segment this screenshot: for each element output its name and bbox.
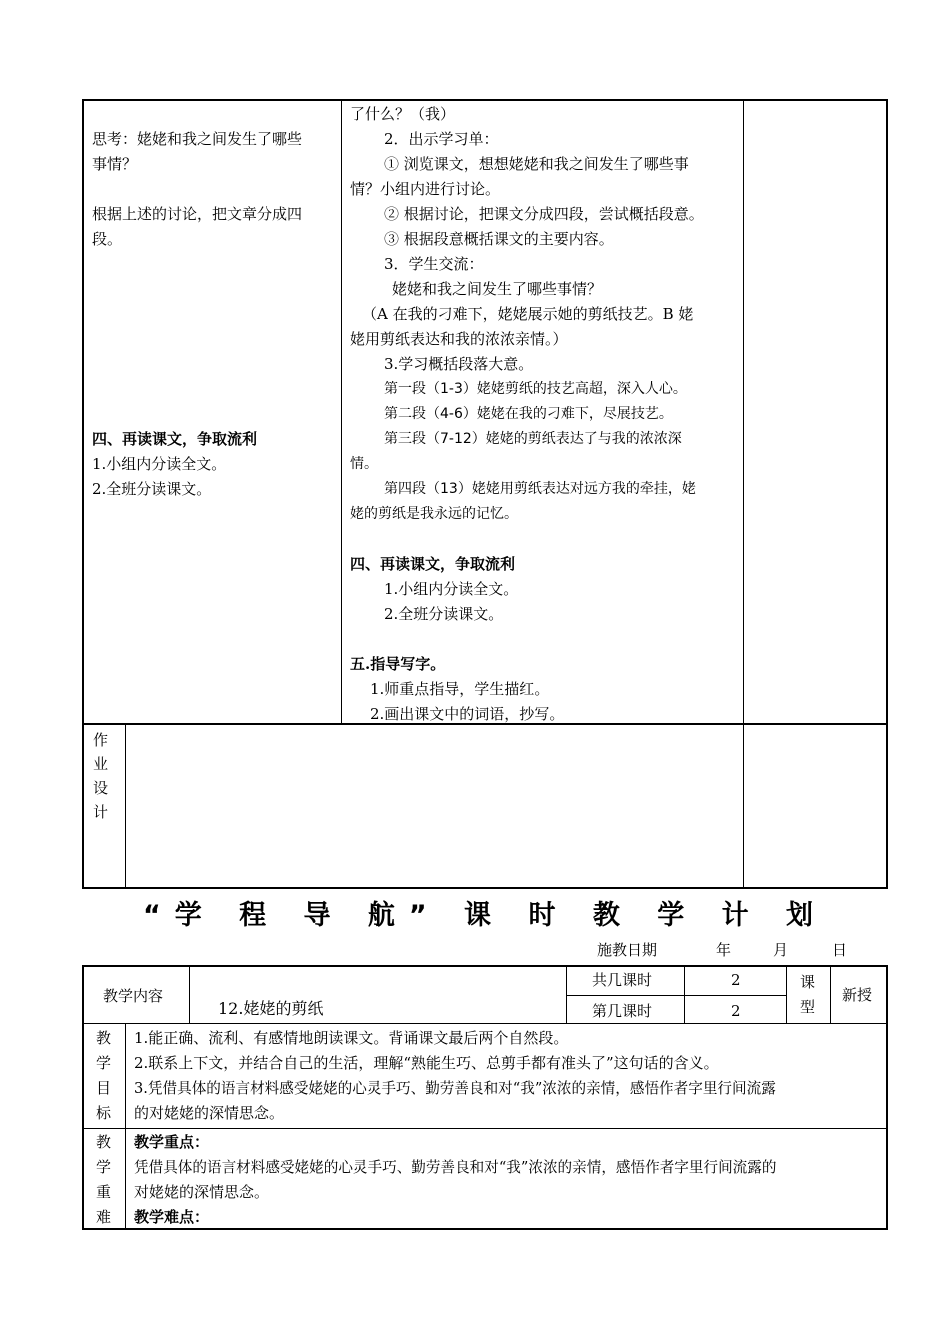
plan-row-divider-2	[82, 1128, 888, 1129]
mid-line-3: ① 浏览课文，想想姥姥和我之间发生了哪些事	[384, 155, 689, 173]
plan-divider-type-value	[830, 965, 831, 1024]
left-think-line-1: 思考：姥姥和我之间发生了哪些	[92, 130, 303, 148]
mid-line-10: 姥用剪纸表达和我的浓浓亲情。）	[350, 330, 568, 348]
goals-label-2: 学	[96, 1054, 112, 1072]
current-hour-label: 第几课时	[592, 1002, 653, 1020]
goals-label-4: 标	[96, 1104, 112, 1122]
left-divide-line-1: 根据上述的讨论，把文章分成四	[92, 205, 303, 223]
content-label: 教学内容	[103, 987, 164, 1005]
mid-line-5: ② 根据讨论，把课文分成四段，尝试概括段意。	[384, 205, 704, 223]
mid-line-4: 情？小组内进行讨论。	[350, 180, 501, 198]
left-section4-item-1: 1.小组内分读全文。	[92, 455, 227, 473]
upper-col-divider-1	[341, 99, 342, 724]
date-label: 施教日期	[597, 941, 658, 959]
difficulty-title: 教学难点：	[134, 1208, 210, 1226]
homework-label-1: 作	[93, 731, 109, 749]
date-year: 年	[716, 941, 732, 959]
upper-col-divider-2	[743, 99, 744, 889]
goal-line-4: 的对姥姥的深情思念。	[134, 1104, 285, 1122]
goals-label-1: 教	[96, 1029, 112, 1047]
key-line-1: 凭借具体的语言材料感受姥姥的心灵手巧、勤劳善良和对“我”浓浓的亲情，感悟作者字里行间流露的	[134, 1159, 777, 1176]
plan-divider-content	[189, 965, 190, 1024]
current-hour-value: 2	[731, 1002, 741, 1020]
mid-section4-item-2: 2.全班分读课文。	[384, 605, 504, 623]
mid-line-16: 第四段（13）姥姥用剪纸表达对远方我的牵挂，姥	[384, 481, 696, 497]
key-label-1: 教	[96, 1133, 112, 1151]
date-month: 月	[773, 941, 789, 959]
homework-label-divider	[125, 724, 126, 889]
type-label-1: 课	[800, 973, 816, 991]
mid-section5-title: 五.指导写字。	[350, 655, 446, 673]
type-label-2: 型	[800, 998, 816, 1016]
mid-line-8: 姥姥和我之间发生了哪些事情？	[392, 280, 603, 298]
key-label-2: 学	[96, 1158, 112, 1176]
total-hours-value: 2	[731, 971, 741, 989]
lesson-title: 12.姥姥的剪纸	[218, 999, 324, 1018]
key-title: 教学重点：	[134, 1133, 210, 1151]
key-line-2: 对姥姥的深情思念。	[134, 1183, 270, 1201]
left-divide-line-2: 段。	[92, 230, 123, 248]
goal-line-3: 3.凭借具体的语言材料感受姥姥的心灵手巧、勤劳善良和对“我”浓浓的亲情，感悟作者字里行间流露	[134, 1080, 776, 1097]
mid-section4-item-1: 1.小组内分读全文。	[384, 580, 519, 598]
plan-row-divider-1	[82, 1023, 888, 1024]
left-section4-item-2: 2.全班分读课文。	[92, 480, 212, 498]
mid-line-6: ③ 根据段意概括课文的主要内容。	[384, 230, 614, 248]
key-label-3: 重	[96, 1183, 112, 1201]
plan-hours-row-divider	[566, 995, 786, 996]
mid-line-1: 了什么？（我）	[350, 105, 456, 123]
mid-line-13: 第二段（4-6）姥姥在我的刁难下，尽展技艺。	[384, 406, 673, 422]
goal-line-1: 1.能正确、流利、有感情地朗读课文。背诵课文最后两个自然段。	[134, 1029, 569, 1047]
mid-line-2: 2．出示学习单：	[384, 130, 499, 148]
homework-label-2: 业	[93, 755, 109, 773]
mid-section5-item-2: 2.画出课文中的词语，抄写。	[370, 705, 565, 723]
plan-divider-type	[786, 965, 787, 1024]
type-value: 新授	[842, 986, 873, 1004]
date-day: 日	[832, 941, 848, 959]
key-label-4: 难	[96, 1208, 112, 1226]
total-hours-label: 共几课时	[592, 971, 653, 989]
mid-line-12: 第一段（1-3）姥姥剪纸的技艺高超，深入人心。	[384, 381, 687, 397]
mid-line-7: 3．学生交流：	[384, 255, 484, 273]
goal-line-2: 2.联系上下文，并结合自己的生活，理解“熟能生巧、总剪手都有准头了”这句话的含义。	[134, 1054, 719, 1072]
goals-label-3: 目	[96, 1079, 112, 1097]
plan-label-divider	[125, 1024, 126, 1230]
mid-line-9: （A 在我的刁难下，姥姥展示她的剪纸技艺。B 姥	[362, 305, 694, 323]
left-think-line-2: 事情？	[92, 155, 138, 173]
plan-title: “学 程 导 航” 课 时 教 学 计 划	[142, 900, 828, 931]
mid-line-11: 3.学习概括段落大意。	[384, 355, 534, 373]
mid-line-17: 姥的剪纸是我永远的记忆。	[350, 506, 518, 522]
mid-section4-title: 四、再读课文，争取流利	[350, 555, 516, 573]
homework-label-3: 设	[93, 779, 109, 797]
mid-section5-item-1: 1.师重点指导，学生描红。	[370, 680, 550, 698]
left-section4-title: 四、再读课文，争取流利	[92, 430, 258, 448]
mid-line-14: 第三段（7-12）姥姥的剪纸表达了与我的浓浓深	[384, 431, 682, 447]
mid-line-15: 情。	[350, 456, 378, 472]
homework-label-4: 计	[93, 803, 109, 821]
